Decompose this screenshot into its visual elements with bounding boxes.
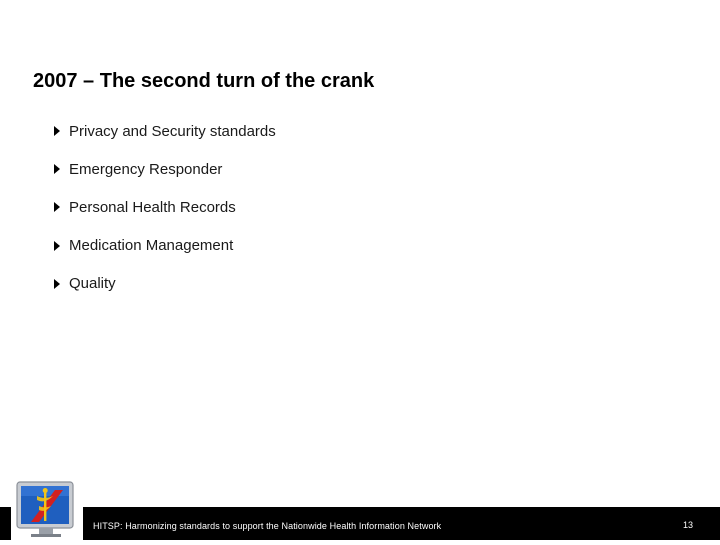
footer-text: HITSP: Harmonizing standards to support the Nationwide Health Information Network xyxy=(93,521,442,531)
hitsp-logo-graphic xyxy=(11,478,83,540)
bullet-item xyxy=(52,158,276,180)
bullet-arrow-icon xyxy=(54,241,60,251)
bullet-text: Emergency Responder xyxy=(69,160,223,178)
page-number: 13 xyxy=(682,520,693,530)
bullet-list xyxy=(52,120,276,311)
slide-title: 2007 – The second turn of the crank xyxy=(33,70,375,92)
bullet-text: Medication Management xyxy=(69,237,234,255)
bullet-item xyxy=(52,196,276,218)
bullet-text: Privacy and Security standards xyxy=(69,122,276,140)
bullet-text: Quality xyxy=(69,275,116,293)
bullet-item xyxy=(52,235,276,257)
bullet-text: Personal Health Records xyxy=(69,198,236,216)
bullet-arrow-icon xyxy=(54,202,60,212)
bullet-arrow-icon xyxy=(54,126,60,136)
bullet-arrow-icon xyxy=(54,164,60,174)
hitsp-logo xyxy=(11,478,83,540)
bullet-item xyxy=(52,120,276,142)
bullet-item xyxy=(52,273,276,295)
bullet-arrow-icon xyxy=(54,279,60,289)
